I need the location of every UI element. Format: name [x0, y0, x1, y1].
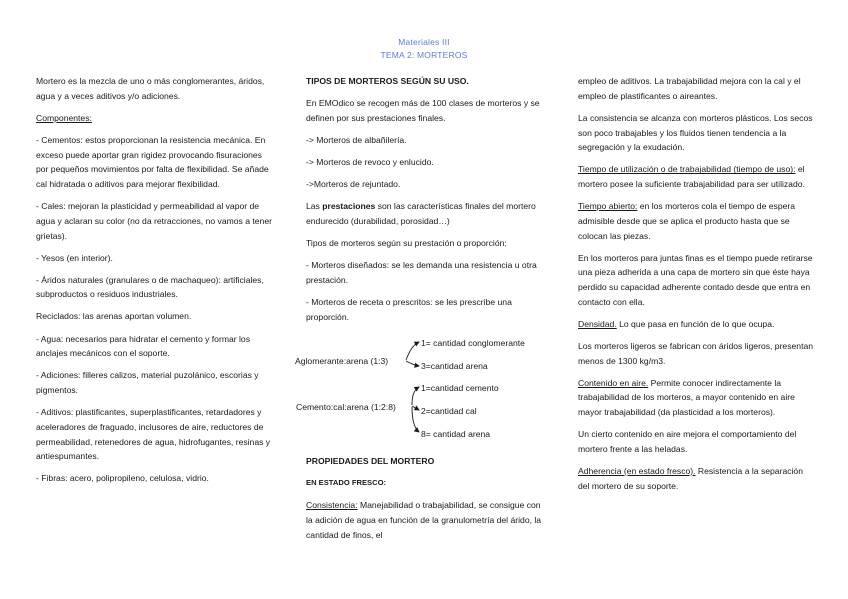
tipos-title: TIPOS DE MORTEROS SEGÚN SU USO.: [306, 76, 469, 86]
densidad-title: Densidad.: [578, 318, 617, 329]
consistencia-cont: empleo de aditivos. La trabajabilidad mejora con la cal y el empleo de plastificantes o aireantes.: [578, 76, 801, 101]
yesos-text: - Yesos (en interior).: [36, 252, 113, 263]
arrow-1-top: [406, 342, 419, 360]
column-1: [36, 74, 274, 493]
ligeros-text: Los morteros ligeros se fabrican con áridos ligeros, presentan menos de 1300 kg/m3.: [578, 340, 814, 366]
emodico-text: En EMOdico se recogen más de 100 clases de morteros y se definen por sus prestaciones finales.: [306, 98, 540, 123]
course-title: Materiales III: [398, 37, 450, 47]
agua-text: - Agua: necesarios para hidratar el cemento y formar los anclajes mecánicos con el soporte.: [36, 333, 250, 359]
fibras-text: - Fibras: acero, polipropileno, celulosa, vidrio.: [36, 473, 209, 484]
contenido-aire: Contenido en aire. Permite conocer indirectamente la trabajabilidad de los morteros, a mayor contenido en aire mayor trabajabilidad (da plasticidad a los morteros).: [578, 377, 795, 418]
diagram2-middle: 2=cantidad cal: [421, 406, 477, 416]
consistencia-plasticos: La consistencia se alcanza con morteros plásticos. Los secos son poco trabajables y los fluidos tienen tendencia a la segregación y la exudación.: [578, 112, 813, 153]
tipo-albanileria: -> Morteros de albañilería.: [306, 134, 407, 145]
diagram2-label: Cemento:cal:arena (1:2:8): [296, 402, 396, 412]
reciclados-text: Reciclados: las arenas aportan volumen.: [36, 311, 192, 322]
column-2-lower: [306, 454, 544, 550]
intro-text: Mortero es la mezcla de uno o más conglomerantes, áridos, agua y a veces aditivos y/o adiciones.: [36, 76, 265, 101]
aridos-text: - Áridos naturales (granulares o de machaqueo): artificiales, subproductos o residuos industriales.: [36, 274, 264, 300]
diagram1-top: 1= cantidad conglomerante: [421, 338, 525, 348]
tipos-prestacion-text: Tipos de morteros según su prestación o proporción:: [306, 237, 507, 248]
densidad: Densidad. Lo que pasa en función de lo que ocupa.: [578, 318, 775, 329]
cementos-text: - Cementos: estos proporcionan la resistencia mecánica. En exceso puede aportar gran rigidez provocando fisuraciones por pequeños movimientos por falta de flexibilidad. Se añade cal hidratada o aditivos para mejorar flexibilidad.: [36, 134, 269, 189]
juntas-finas-text: En los morteros para juntas finas es el tiempo puede retirarse una pieza adherida a una capa de mortero sin que éste haya perdido su capacidad adherente contado desde que entra en contacto con ella.: [578, 252, 813, 307]
adherencia-title: Adherencia (en estado fresco).: [578, 465, 696, 476]
cales-text: - Cales: mejoran la plasticidad y permeabilidad al vapor de agua y aclaran su color (no da retracciones, no vamos a tener grietas).: [36, 201, 272, 241]
estado-fresco-label: EN ESTADO FRESCO:: [306, 478, 387, 488]
tiempo-abierto-title: Tiempo abierto:: [578, 201, 638, 212]
consistencia-title: Consistencia:: [306, 500, 358, 511]
heladas-text: Un cierto contenido en aire mejora el comportamiento del mortero frente a las heladas.: [578, 429, 797, 454]
arrow-2-bottom: [412, 407, 419, 432]
adiciones-text: - Adiciones: filleres calizos, material puzolánico, escorias y pigmentos.: [36, 370, 259, 396]
contenido-aire-title: Contenido en aire.: [578, 377, 649, 388]
tipo-revoco: -> Morteros de revoco y enlucido.: [306, 156, 434, 167]
prestaciones-text: Las prestaciones son las características finales del mortero endurecido (durabilidad, porosidad…): [306, 201, 536, 226]
column-3: [578, 74, 816, 501]
topic-title: TEMA 2: MORTEROS: [380, 50, 468, 60]
prestaciones-bold: prestaciones: [322, 201, 376, 212]
tiempo-utilizacion: Tiempo de utilización o de trabajabilidad (tiempo de uso): el mortero posee la suficiente trabajabilidad para ser utilizado.: [578, 164, 805, 189]
aditivos-text: - Aditivos: plastificantes, superplastificantes, retardadores y aceleradores de fraguado, inclusores de aire, reductores de permeabilidad, retenedores de agua, hidrofugantes, resinas y antiespumantes.: [36, 407, 271, 462]
tiempo-utilizacion-title: Tiempo de utilización o de trabajabilidad (tiempo de uso):: [578, 164, 796, 175]
arrow-1-bottom: [406, 361, 419, 366]
arrow-2-middle: [412, 406, 419, 410]
diagram1-label: Aglomerante:arena (1:3): [295, 356, 389, 366]
diagram2-top: 1=cantidad cemento: [421, 383, 499, 393]
arrow-2-top: [412, 387, 419, 405]
adherencia: Adherencia (en estado fresco). Resistencia a la separación del mortero de su soporte.: [578, 465, 803, 491]
diagram2-bottom: 8= cantidad arena: [421, 429, 491, 439]
tiempo-abierto: Tiempo abierto: en los morteros cola el tiempo de espera admisible desde que se aplica el producto hasta que se colocan las piezas.: [578, 201, 796, 241]
propiedades-title: PROPIEDADES DEL MORTERO: [306, 456, 435, 466]
consistencia-text: Consistencia: Manejabilidad o trabajabilidad, se consigue con la adición de agua en función de la granulometría del árido, la cantidad de finos, el: [306, 500, 542, 540]
receta-text: - Morteros de receta o prescritos: se les prescribe una proporción.: [306, 296, 512, 322]
tipo-rejuntado: ->Morteros de rejuntado.: [306, 179, 401, 190]
diagram1-bottom: 3=cantidad arena: [421, 361, 488, 371]
components-title: Componentes:: [36, 112, 92, 123]
disenados-text: - Morteros diseñados: se les demanda una resistencia u otra prestación.: [306, 260, 537, 285]
column-2: [306, 74, 544, 332]
